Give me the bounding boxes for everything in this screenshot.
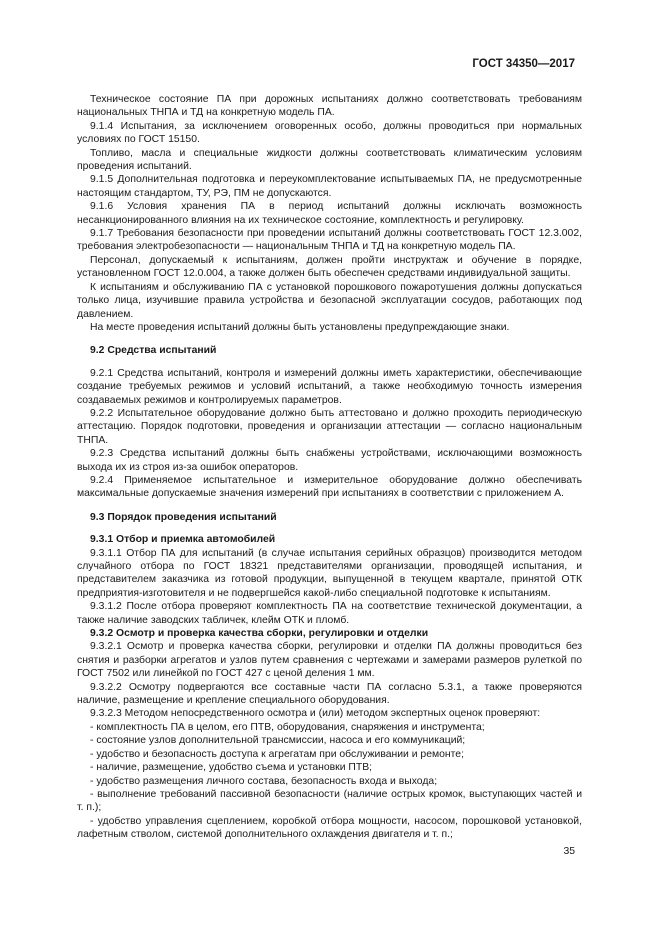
section-heading-9-3: 9.3 Порядок проведения испытаний bbox=[90, 511, 277, 523]
page-number: 35 bbox=[563, 846, 575, 857]
paragraph: 9.3.1.1 Отбор ПА для испытаний (в случае испытания серийных образцов) производится методом случайного отбора по ГОСТ 18321 представителями организации, проводящей испытания, и представителем заказчика из готовой продукции, выпущенной в текущем квартале, принятой ОТК предприятия-изготовителя и не подвергшейся какой-либо специальной подготовке к испытаниям. bbox=[77, 547, 582, 599]
paragraph: 9.1.6 Условия хранения ПА в период испытаний должны исключать возможность несанкционированного влияния на их техническое состояние, комплектность и регулировку. bbox=[77, 201, 582, 226]
paragraph: 9.2.4 Применяемое испытательное и измерительное оборудование должно обеспечивать максимальные допускаемые значения измерений при испытаниях в соответствии с приложением А. bbox=[77, 474, 582, 500]
paragraph: 9.3.2.2 Осмотру подвергаются все составные части ПА согласно 5.3.1, а также проверяются наличие, размещение и крепление специального оборудования. bbox=[77, 681, 582, 707]
paragraph: 9.3.1.2 После отбора проверяют комплектность ПА на соответствие технической документации, а также наличие заводских табличек, клейм ОТК и пломб. bbox=[77, 601, 582, 626]
paragraph: Техническое состояние ПА при дорожных испытаниях должно соответствовать требованиям национальных ТНПА и ТД на конкретную модель ПА. bbox=[77, 94, 582, 119]
list-item: - выполнение требований пассивной безопасности (наличие острых кромок, выступающих частей и т. п.); bbox=[77, 788, 582, 814]
paragraph: 9.2.3 Средства испытаний должны быть снабжены устройствами, исключающими возможность выхода их из строя из-за ошибок операторов. bbox=[77, 448, 582, 473]
paragraph: 9.3.2.3 Методом непосредственного осмотра и (или) методом экспертных оценок проверяют: bbox=[90, 708, 541, 720]
document-body bbox=[77, 93, 582, 842]
paragraph: 9.1.5 Дополнительная подготовка и переукомплектование испытываемых ПА, не предусмотренные настоящим стандартом, ТУ, РЭ, ПМ не допускаются. bbox=[77, 174, 582, 199]
paragraph: К испытаниям и обслуживанию ПА с установкой порошкового пожаротушения должны допускаться только лица, изучившие правила устройства и безопасной эксплуатации сосудов, работающих под давлением. bbox=[77, 281, 582, 320]
paragraph: 9.2.1 Средства испытаний, контроля и измерений должны иметь характеристики, обеспечивающие создание требуемых режимов и условий испытаний, а также необходимую точность измерения создаваемых режимов и контролируемых параметров. bbox=[77, 367, 582, 406]
document-header: ГОСТ 34350—2017 bbox=[472, 58, 575, 70]
list-item: - удобство управления сцеплением, коробкой отбора мощности, насосом, порошковой установкой, лафетным стволом, системой дополнительного охлаждения двигателя и т. п.; bbox=[77, 815, 582, 841]
list-item: - наличие, размещение, удобство съема и установки ПТВ; bbox=[90, 762, 373, 774]
paragraph: 9.2.2 Испытательное оборудование должно быть аттестовано и должно проходить периодическую аттестацию. Порядок подготовки, проведения и организации аттестации — согласно национальным ТНПА. bbox=[77, 407, 582, 446]
paragraph: 9.1.7 Требования безопасности при проведении испытаний должны соответствовать ГОСТ 12.3.002, требования электробезопасности — национальным ТНПА и ТД на конкретную модель ПА. bbox=[77, 228, 582, 253]
paragraph: 9.1.4 Испытания, за исключением оговоренных особо, должны проводиться при нормальных условиях по ГОСТ 15150. bbox=[77, 120, 582, 146]
section-heading-9-2: 9.2 Средства испытаний bbox=[90, 345, 217, 357]
subsection-heading-9-3-2: 9.3.2 Осмотр и проверка качества сборки, регулировки и отделки bbox=[90, 628, 429, 640]
list-item: - удобство и безопасность доступа к агрегатам при обслуживании и ремонте; bbox=[90, 748, 464, 760]
list-item: - комплектность ПА в целом, его ПТВ, оборудования, снаряжения и инструмента; bbox=[90, 721, 485, 733]
paragraph: Персонал, допускаемый к испытаниям, должен пройти инструктаж и обучение в порядке, установленном ГОСТ 12.0.004, а также должен быть обеспечен средствами индивидуальной защиты. bbox=[77, 254, 582, 280]
paragraph: На месте проведения испытаний должны быть установлены предупреждающие знаки. bbox=[90, 321, 510, 333]
paragraph: Топливо, масла и специальные жидкости должны соответствовать климатическим условиям проведения испытаний. bbox=[77, 147, 582, 173]
list-item: - состояние узлов дополнительной трансмиссии, насоса и его коммуникаций; bbox=[90, 735, 466, 747]
paragraph: 9.3.2.1 Осмотр и проверка качества сборки, регулировки и отделки ПА должны проводиться без снятия и разборки агрегатов и узлов путем сравнения с чертежами и замерами размеров рулеткой по ГОСТ 7502 или линейкой по ГОСТ 427 с ценой деления 1 мм. bbox=[77, 641, 582, 680]
subsection-heading-9-3-1: 9.3.1 Отбор и приемка автомобилей bbox=[90, 534, 276, 546]
list-item: - удобство размещения личного состава, безопасность входа и выхода; bbox=[90, 775, 438, 787]
